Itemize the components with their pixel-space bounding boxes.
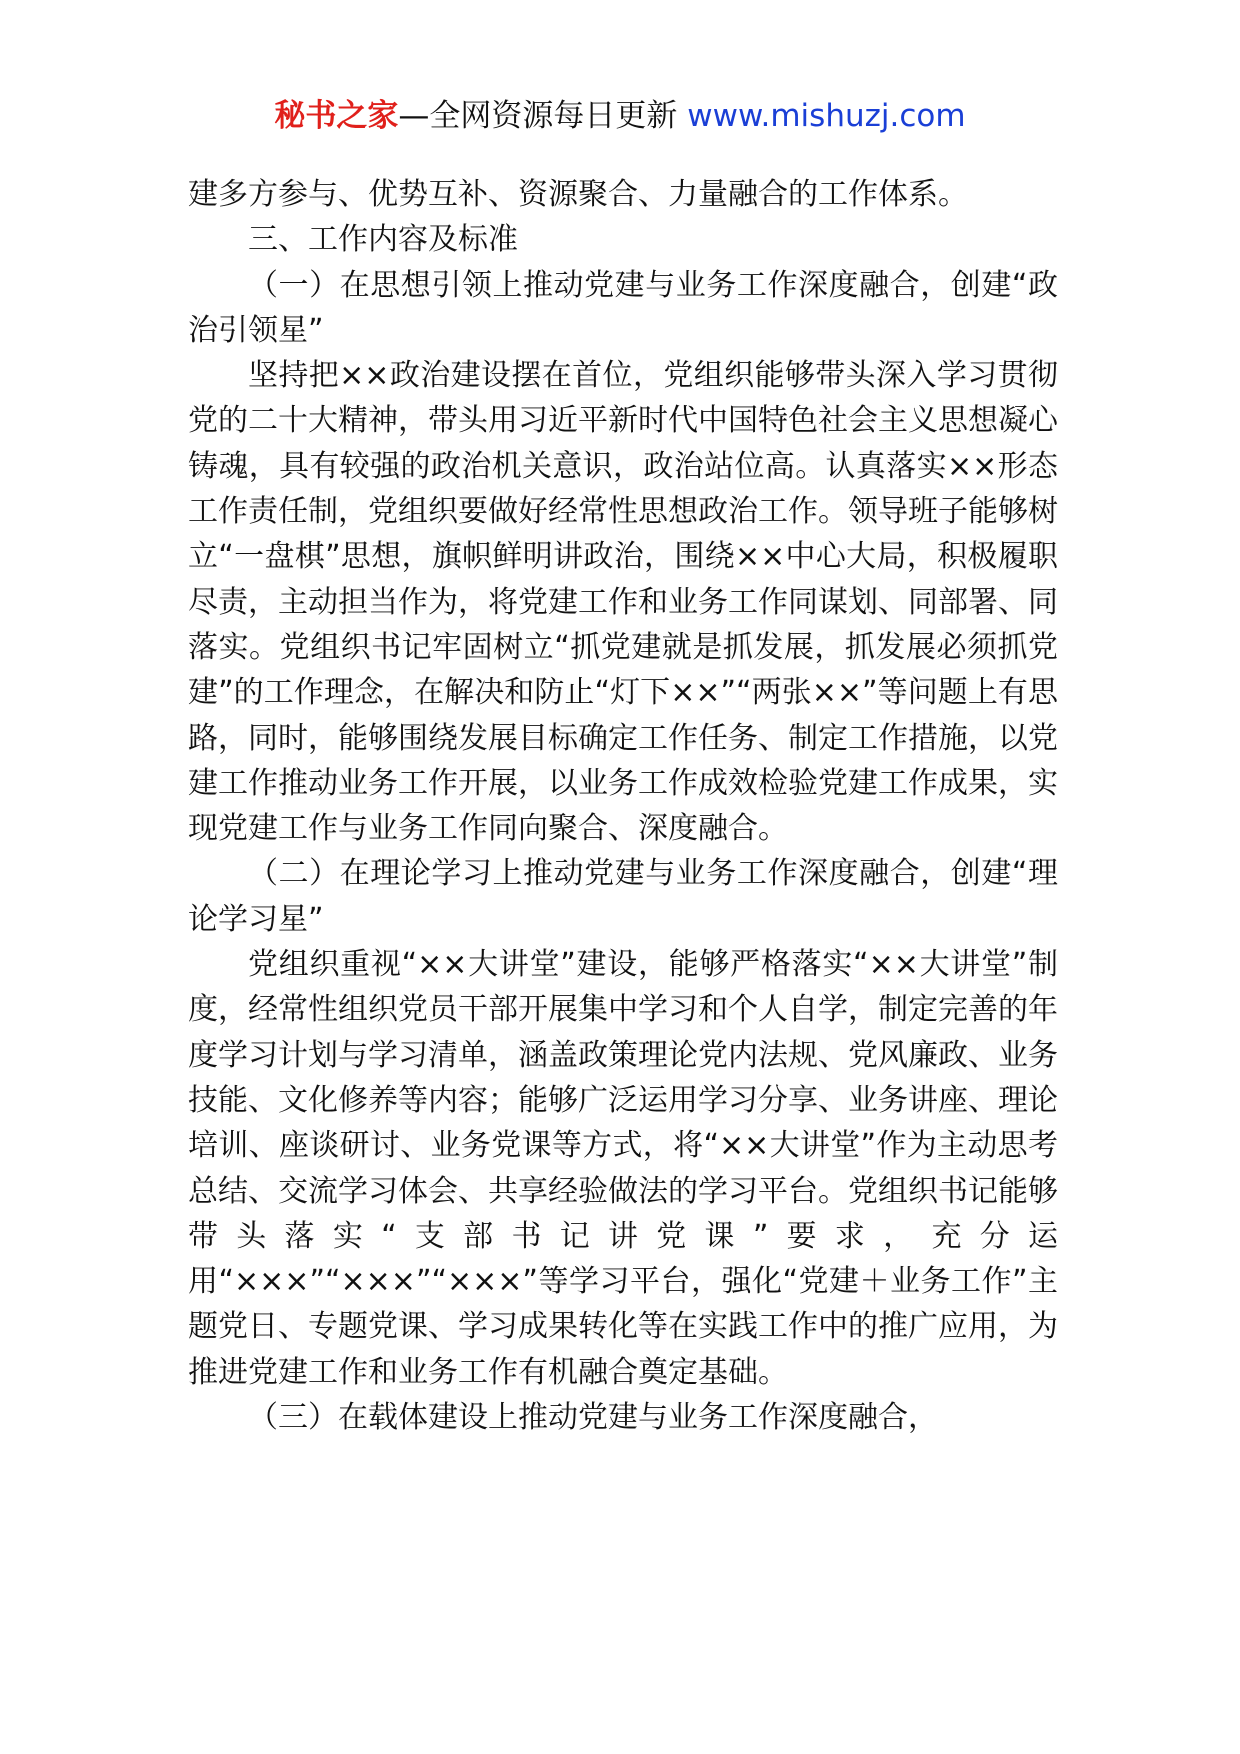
document-body bbox=[188, 172, 1058, 1440]
subsection-heading-3: （三）在载体建设上推动党建与业务工作深度融合， bbox=[248, 1400, 938, 1436]
subsection-heading-2: （二）在理论学习上推动党建与业务工作深度融合，创建“理论学习星” bbox=[188, 856, 1058, 937]
body-paragraph-2: 党组织重视“××大讲堂”建设，能够严格落实“××大讲堂”制度，经常性组织党员干部开展集中学习和个人自学，制定完善的年度学习计划与学习清单，涵盖政策理论党内法规、党风廉政、业务技能、文化修养等内容；能够广泛运用学习分享、业务讲座、理论培训、座谈研讨、业务党课等方式，将“××大讲堂”作为主动思考总结、交流学习体会、共享经验做法的学习平台。党组织书记能够带头落实“支部书记讲党课”要求，充分运用“×××”“×××”“×××”等学习平台，强化“党建＋业务工作”主题党日、专题党课、学习成果转化等在实践工作中的推广应用，为推进党建工作和业务工作有机融合奠定基础。 bbox=[188, 947, 1058, 1390]
brand-name: 秘书之家 bbox=[274, 98, 399, 134]
website-link[interactable]: www.mishuzj.com bbox=[687, 98, 966, 134]
page-header bbox=[0, 96, 1240, 136]
subsection-heading-1: （一）在思想引领上推动党建与业务工作深度融合，创建“政治引领星” bbox=[188, 267, 1058, 348]
header-tagline: —全网资源每日更新 bbox=[398, 98, 678, 134]
paragraph-continuation: 建多方参与、优势互补、资源聚合、力量融合的工作体系。 bbox=[188, 177, 968, 212]
section-heading: 三、工作内容及标准 bbox=[248, 222, 518, 258]
body-paragraph-1: 坚持把××政治建设摆在首位，党组织能够带头深入学习贯彻党的二十大精神，带头用习近平新时代中国特色社会主义思想凝心铸魂，具有较强的政治机关意识，政治站位高。认真落实××形态工作责任制，党组织要做好经常性思想政治工作。领导班子能够树立“一盘棋”思想，旗帜鲜明讲政治，围绕××中心大局，积极履职尽责，主动担当作为，将党建工作和业务工作同谋划、同部署、同落实。党组织书记牢固树立“抓党建就是抓发展，抓发展必须抓党建”的工作理念，在解决和防止“灯下××”“两张××”等问题上有思路，同时，能够围绕发展目标确定工作任务、制定工作措施，以党建工作推动业务工作开展，以业务工作成效检验党建工作成果，实现党建工作与业务工作同向聚合、深度融合。 bbox=[188, 358, 1058, 847]
